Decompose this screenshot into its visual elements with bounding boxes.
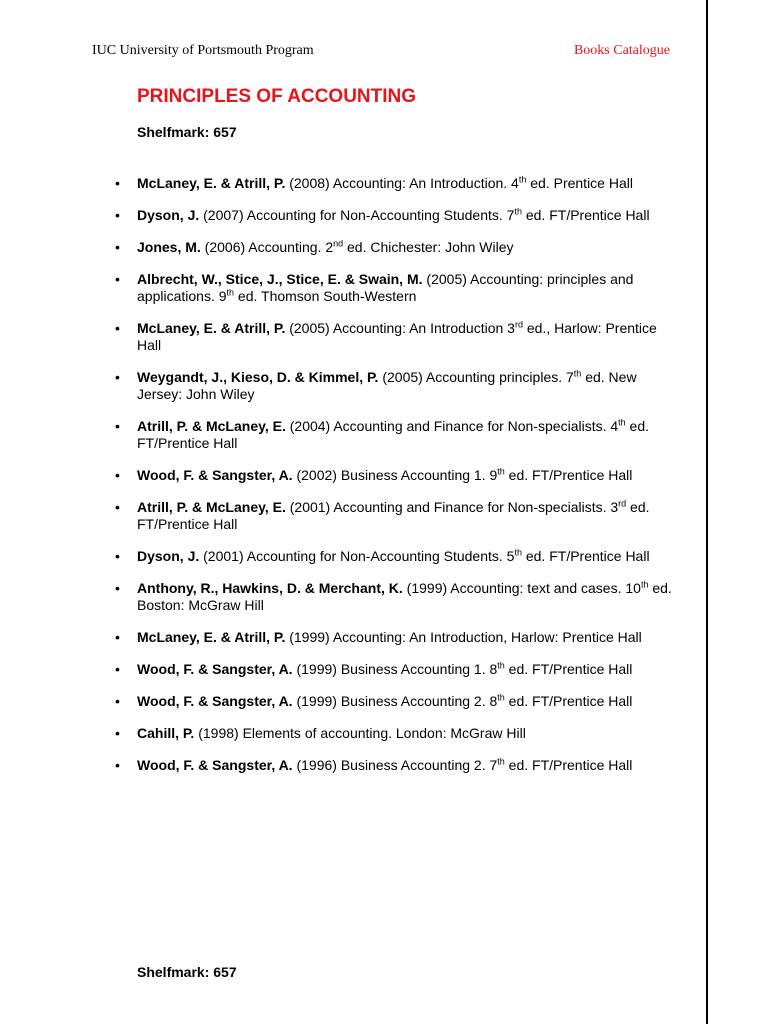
reference-edition-suffix: th <box>514 547 522 558</box>
reference-item <box>115 206 682 224</box>
reference-publisher: ed. Boston: McGraw Hill <box>137 580 672 613</box>
reference-edition-suffix: rd <box>618 498 627 509</box>
reference-publisher: ed. FT/Prentice Hall <box>504 693 633 709</box>
bullet-icon: • <box>115 693 120 709</box>
reference-publisher: ed. Chichester: John Wiley <box>343 239 514 255</box>
reference-author: Weygandt, J., Kieso, D. & Kimmel, P. <box>137 369 379 385</box>
reference-text: (2006) Accounting. 2 <box>200 239 334 255</box>
bullet-icon: • <box>115 175 120 191</box>
reference-author: Anthony, R., Hawkins, D. & Merchant, K. <box>137 580 403 596</box>
reference-list <box>115 174 682 789</box>
reference-text: (2001) Accounting for Non-Accounting Students. 5 <box>199 548 515 564</box>
reference-author: McLaney, E. & Atrill, P. <box>137 175 286 191</box>
reference-item <box>115 466 682 484</box>
reference-text: (2005) Accounting: An Introduction 3 <box>285 320 515 336</box>
reference-publisher: ed. Prentice Hall <box>526 175 633 191</box>
reference-text: (1996) Business Accounting 2. 7 <box>292 757 498 773</box>
bullet-icon: • <box>115 467 120 483</box>
reference-text: (2001) Accounting and Finance for Non-specialists. 3 <box>285 499 619 515</box>
reference-publisher: ed. FT/Prentice Hall <box>521 548 650 564</box>
bullet-icon: • <box>115 757 120 773</box>
reference-publisher: ed. FT/Prentice Hall <box>504 757 633 773</box>
reference-item <box>115 174 682 192</box>
reference-publisher: ed. FT/Prentice Hall <box>137 418 650 451</box>
reference-edition-suffix: th <box>518 174 527 185</box>
reference-author: Wood, F. & Sangster, A. <box>137 757 293 773</box>
bullet-icon: • <box>115 499 120 515</box>
header-catalogue-label: Books Catalogue <box>573 43 670 58</box>
bullet-icon: • <box>115 548 120 564</box>
reference-item <box>115 271 682 305</box>
header-program-name: IUC University of Portsmouth Program <box>92 43 314 58</box>
reference-author: Wood, F. & Sangster, A. <box>137 693 293 709</box>
reference-item <box>115 756 682 774</box>
reference-item <box>115 498 682 533</box>
bullet-icon: • <box>115 418 120 434</box>
bullet-icon: • <box>115 239 120 255</box>
reference-edition-suffix: th <box>497 756 505 767</box>
reference-author: Dyson, J. <box>137 207 200 223</box>
reference-edition-suffix: th <box>514 206 522 217</box>
reference-text: (1999) Business Accounting 2. 8 <box>292 693 498 709</box>
reference-publisher: ed. FT/Prentice Hall <box>504 661 633 677</box>
reference-item <box>115 547 682 565</box>
reference-edition-suffix: th <box>497 660 505 671</box>
reference-publisher: ed. FT/Prentice Hall <box>504 467 633 483</box>
reference-text: (2007) Accounting for Non-Accounting Students. 7 <box>199 207 515 223</box>
shelfmark-bottom: Shelfmark: 657 <box>137 964 237 980</box>
reference-publisher: ed., Harlow: Prentice Hall <box>137 320 657 353</box>
page-edge-divider <box>706 0 708 1024</box>
bullet-icon: • <box>115 271 120 287</box>
reference-author: McLaney, E. & Atrill, P. <box>137 320 286 336</box>
reference-edition-suffix: th <box>573 368 582 379</box>
reference-author: Atrill, P. & McLaney, E. <box>137 418 286 434</box>
reference-text: (1999) Business Accounting 1. 8 <box>292 661 498 677</box>
bullet-icon: • <box>115 725 120 741</box>
reference-edition-suffix: th <box>618 417 626 428</box>
reference-text: (1999) Accounting: text and cases. 10 <box>402 580 641 596</box>
reference-edition-suffix: th <box>640 579 649 590</box>
reference-item <box>115 319 682 354</box>
reference-item <box>115 417 682 452</box>
bullet-icon: • <box>115 320 120 336</box>
reference-edition-suffix: th <box>497 466 505 477</box>
reference-publisher: ed. New Jersey: John Wiley <box>137 369 637 402</box>
reference-item <box>115 725 682 742</box>
bullet-icon: • <box>115 661 120 677</box>
reference-text: (1999) Accounting: An Introduction, Harlow: Prentice Hall <box>285 629 642 645</box>
reference-item <box>115 660 682 678</box>
page-title: PRINCIPLES OF ACCOUNTING <box>137 86 417 107</box>
bullet-icon: • <box>115 580 120 596</box>
reference-author: Jones, M. <box>137 239 201 255</box>
reference-edition-suffix: rd <box>514 319 523 330</box>
reference-text: (1998) Elements of accounting. London: McGraw Hill <box>194 725 526 741</box>
reference-text: (2008) Accounting: An Introduction. 4 <box>285 175 519 191</box>
reference-author: Wood, F. & Sangster, A. <box>137 467 293 483</box>
reference-author: Dyson, J. <box>137 548 200 564</box>
reference-edition-suffix: nd <box>333 238 344 249</box>
reference-item <box>115 692 682 710</box>
reference-publisher: ed. Thomson South-Western <box>234 288 417 304</box>
reference-text: (2002) Business Accounting 1. 9 <box>292 467 498 483</box>
reference-edition-suffix: th <box>226 287 235 298</box>
reference-author: Albrecht, W., Stice, J., Stice, E. & Swain, M. <box>137 271 423 287</box>
reference-item <box>115 579 682 614</box>
reference-item <box>115 238 682 256</box>
reference-publisher: ed. FT/Prentice Hall <box>137 499 650 532</box>
reference-item <box>115 368 682 403</box>
reference-author: Wood, F. & Sangster, A. <box>137 661 293 677</box>
bullet-icon: • <box>115 207 120 223</box>
reference-text: (2005) Accounting: principles and applications. 9 <box>137 271 634 304</box>
reference-edition-suffix: th <box>497 692 505 703</box>
shelfmark-top: Shelfmark: 657 <box>137 124 237 140</box>
reference-publisher: ed. FT/Prentice Hall <box>521 207 650 223</box>
reference-text: (2004) Accounting and Finance for Non-specialists. 4 <box>285 418 619 434</box>
reference-author: Atrill, P. & McLaney, E. <box>137 499 286 515</box>
reference-author: McLaney, E. & Atrill, P. <box>137 629 286 645</box>
bullet-icon: • <box>115 629 120 645</box>
bullet-icon: • <box>115 369 120 385</box>
reference-item <box>115 629 682 646</box>
reference-author: Cahill, P. <box>137 725 195 741</box>
reference-text: (2005) Accounting principles. 7 <box>378 369 574 385</box>
